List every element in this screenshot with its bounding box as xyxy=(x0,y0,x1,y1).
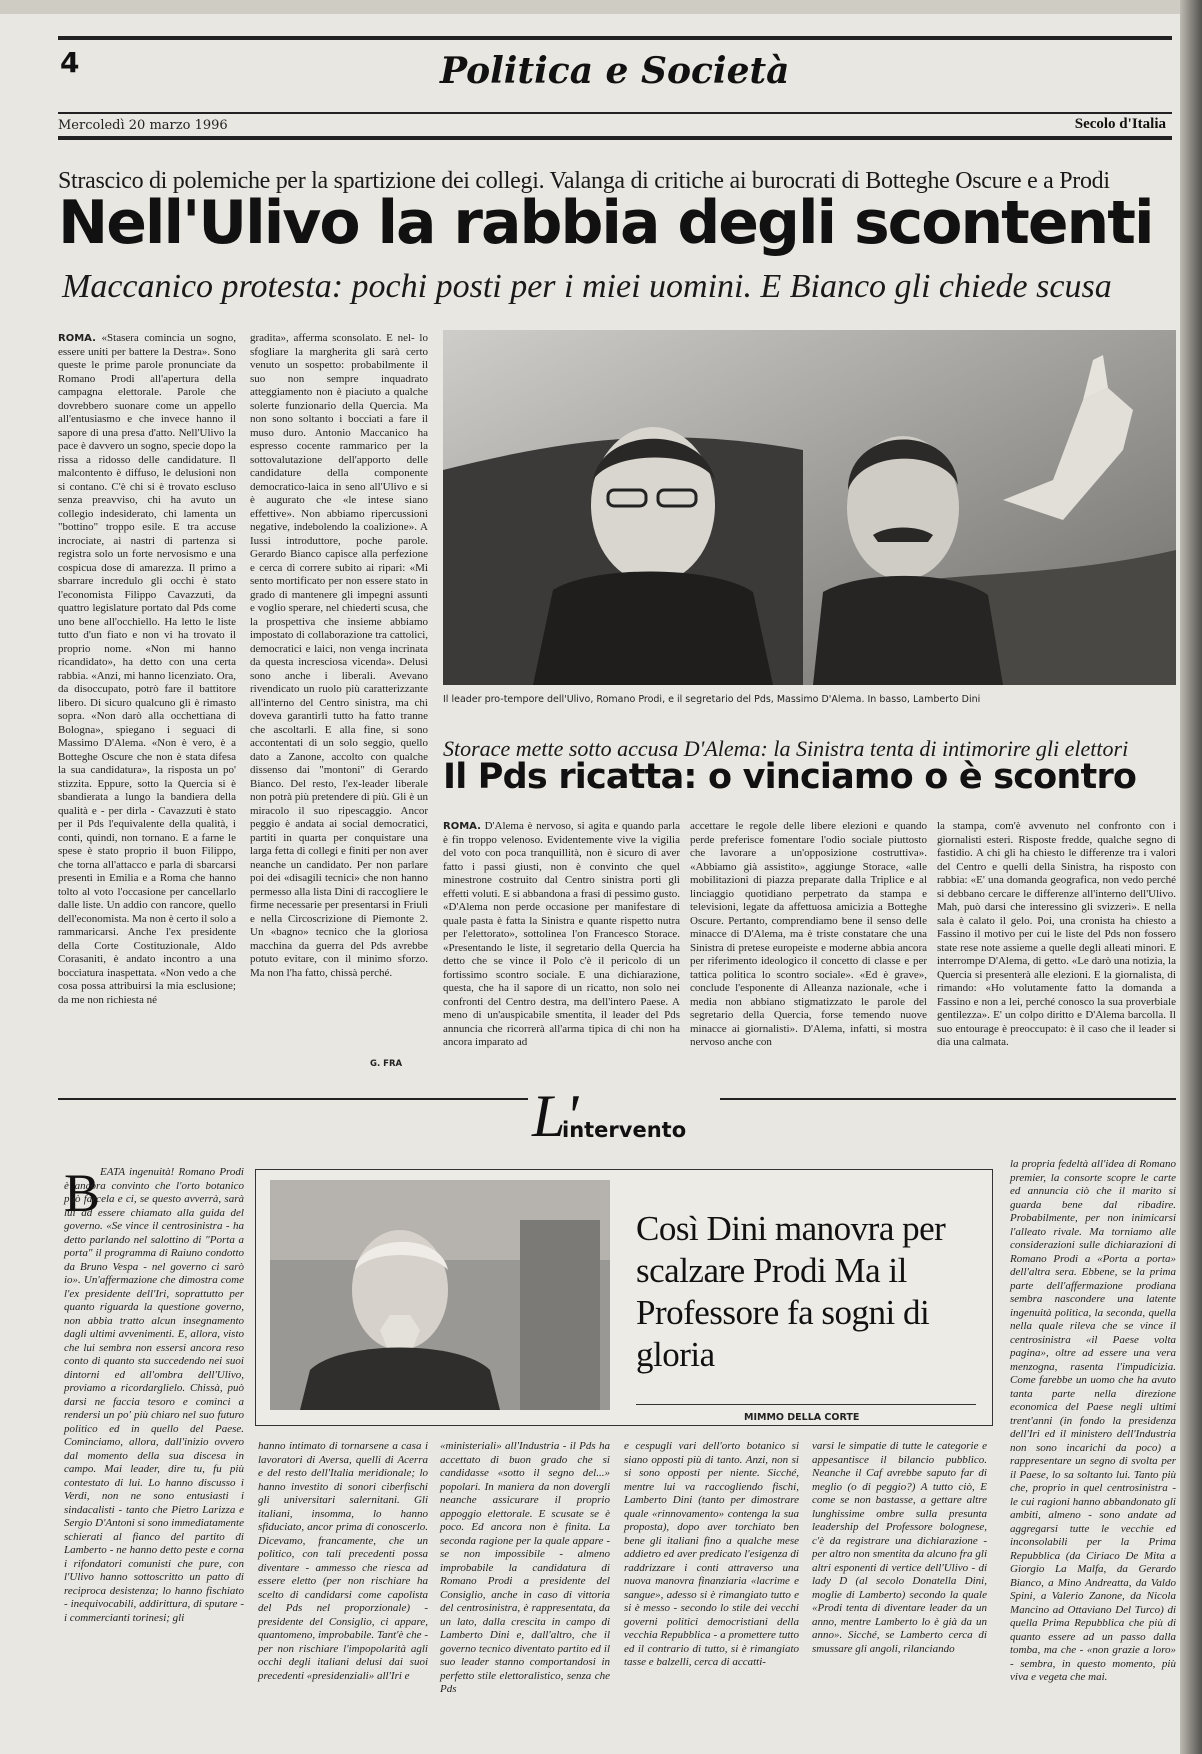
photo-caption: Il leader pro-tempore dell'Ulivo, Romano Prodi, e il segretario del Pds, Massimo D'Alema. In basso, Lamberto Dini xyxy=(443,694,981,705)
drop-cap: B xyxy=(64,1163,101,1223)
page-number: 4 xyxy=(60,46,80,79)
issue-date: Mercoledì 20 marzo 1996 xyxy=(58,118,228,133)
main-column-2: gradita», afferma sconsolato. E nel- lo sfogliare la margherita gli sarà certo venuto un sospetto: probabilmente il suo non sempre inquadrato atteggiamento non è piaciuto a qualche solerte funzionario della Quercia. Ma non sono soltanto i bocciati a fare il muso duro. Antonio Maccanico ha espresso cocente rammarico per la sottovalutazione dell'apporto delle candidature della componente democratico-laica in seno all'Ulivo e si è augurato che «le intese siano effettive». Non abbiamo ripercussioni negative, indebolendo la coalizione». A Iussi introduttore, poche parole. Gerardo Bianco capisce alla perfezione e cerca di correre subito ai ripari: «Mi sento mortificato per non essere stato in grado di mantenere gli impegni assunti e voglio sperare, nel chiederti scusa, che la prospettiva che insieme abbiamo impostato di collaborazione tra cattolici, democratici e laici, non venga incrinata da questa incresciosa vicenda». Delusi sono anche i liberali. Avevano rivendicato un ruolo più caratterizzante all'interno del Centro sinistra, ma chi doveva garantirli tutto ha fatto tranne che ascoltarli. E alla fine, si sono accontentati di un solo seggio, quello dato a Zanone, accolto con qualche dissenso dai "montoni" di Gerardo Bianco. Del resto, l'ex-leader liberale non potrà più pretendere di più. Gli è un miracolo il suo ripescaggio. Ancor peggio è andata ai social democratici, partiti in quarta per conquistare una larga fetta di collegi e finiti per non aver neanche un candidato. Per non parlare poi dei «disagili tecnici» che non hanno permesso alla lista Dini di raccogliere le firme necessarie per presentarsi in Friuli e nella Circoscrizione di Piemonte 2. Un «bagno» tecnico che la gloriosa macchina da guerra del Pds avrebbe potuto evitare, con il minimo sforzo. Ma non l'ha fatto, chissà perché. xyxy=(250,332,428,979)
intervento-bottom-column-2: «ministeriali» all'Industria - il Pds ha accettato di buon grado che si candidasse «sotto il segno del...» popolari. In maniera da non dovergli neanche assicurare il proprio appoggio elettorale. E scusate se è poco. Ed ancora non è finita. La seconda ragione per la quale appare - se non impossibile - almeno improbabile la candidatura di Romano Prodi a presidente del Consiglio, anche in caso di vittoria del centrosinistra, è rappresentata, da un lato, dalla crescita in campo di Lamberto Dini e, dall'altro, che il governo tecnico diventato partito ed il suo leader stanno comportandosi in perfetto stile elettoralistico, senza che Pds xyxy=(440,1440,610,1695)
article-signature: G. FRA xyxy=(370,1059,403,1069)
dini-illustration xyxy=(270,1180,610,1410)
author-rule xyxy=(636,1404,976,1405)
top-rule xyxy=(58,36,1172,40)
header-rule xyxy=(58,112,1172,114)
intervento-bottom-column-1: hanno intimato di tornarsene a casa i lavoratori di Aversa, quelli di Acerra e del resto dell'Italia meridionale; lo hanno investito di sonori ciberfischi gli universitari salernitani. Gli italiani, insomma, lo hanno sfiduciato, ancor prima di conoscerlo. Dicevamo, francamente, che un politico, con tali precedenti possa diventare - ammesso che riesca ad essere eletto (per non rischiare ha scelto di candidarsi come capolista del Pds nel proporzionale) - presidente del Consiglio, ci appare, quantomeno, improbabile. Tant'è che - per non rischiare l'impopolarità agli occhi degli italiani delusi dai suoi precedenti «presidenziali» all'Iri e xyxy=(258,1440,428,1682)
second-column-2: accettare le regole delle libere elezioni e quando perde preferisce fomentare l'odio sociale piuttosto che lavorare a un'opposizione costruttiva». «Abbiamo già assistito», aggiunge Storace, «alle mobilitazioni di piazza preparate dalla Triplice e al linciaggio quotidiano perpetrato da stampa e televisioni, legate da affettuosa amicizia a Botteghe Oscure. Pertanto, comprendiamo bene il senso delle minacce di D'Alema, ma è triste constatare che una Sinistra di pretese europeiste e moderne abbia ancora per riferimento ideologico il concetto di classe e per tattica politica lo scontro sociale». «Ed è grave», conclude l'esponente di Alleanza nazionale, «che i media non abbiano stigmatizzato le parole del segretario della Quercia, forse temendo nuove minacce ai giornalisti». D'Alema, infatti, si mostra nervoso anche con xyxy=(690,820,927,1048)
intervento-label: intervento xyxy=(562,1118,687,1142)
second-headline: Il Pds ricatta: o vinciamo o è scontro xyxy=(443,757,1137,797)
main-column-1 xyxy=(58,332,236,1067)
intervento-rule-right xyxy=(720,1098,1176,1100)
second-column-1-text: D'Alema è nervoso, si agita e quando parla è fin troppo velenoso. Evidentemente vive la vigilia del voto con poca tranquillità, non è sicuro di aver fatto i passi giusti, non è convinto che quel minestrone costruito dal Centro sinistra porti gli effetti voluti. E si abbandona a frasi di pessimo gusto. «D'Alema non perde occasione per manifestare di quale pasta è fatta la Sinistra e quante rispetto nutra per l'elettorato», sottolinea l'on Francesco Storace. «Presentando le liste, il segretario della Quercia ha detto che se vince il Polo c'è il pericolo di un fortissimo scontro sociale. E una dichiarazione, questa, che ha il sapore di un ricatto, non solo nei confronti del Centro destra, ma dell'intero Paese. A meno di un'auspicabile smentita, il leader del Pds annuncia che ricorrerà all'arma tipica di chi non ha ancora imparato ad xyxy=(443,820,681,1048)
author-name: MIMMO DELLA CORTE xyxy=(744,1412,860,1423)
intervento-rule-left xyxy=(58,1098,528,1100)
header-bottom-rule xyxy=(58,136,1172,140)
section-title: Politica e Società xyxy=(440,50,790,92)
intervento-bottom-column-4: varsi le simpatie di tutte le categorie e appesantisce il bilancio pubblico. Neanche il Caf avrebbe saputo far di meglio (o di peggio?) A tutto ciò, E come se non bastasse, a gettare altre lunghissime ombre sulla presunta leadership del Professore bolognese, c'è da registrare una dichiarazione - per altro non smentita da alcuno fra gli altri esponenti di vertice dell'Ulivo - di lady D (al secolo Donatella Dini, moglie di Lamberto) secondo la quale «Prodi tenta di diventare leader da un anno, mentre Lamberto lo è già da un anno». Sicché, se Lamberto cerca di smussare gli angoli, rilanciando xyxy=(812,1440,987,1655)
top-band xyxy=(0,0,1202,14)
intervento-initial: L' xyxy=(532,1083,579,1149)
second-dateline: ROMA. xyxy=(443,821,481,832)
second-column-1 xyxy=(443,820,680,1065)
intervento-right-column: la propria fedeltà all'idea di Romano premier, la consorte scopre le carte ed annuncia ciò che il marito si guarda bene dal ribadire. Probabilmente, per non inimicarsi l'alleato rivale. Ma torniamo alle considerazioni sulle dichiarazioni di Romano Prodi a «Porta a porta» dell'altra sera. Ebbene, se la prima parte dell'affermazione prodiana sembra nascondere una latente ingenuità politica, la seconda, quella nella quale rileva che se vince il centrosinistra «il Paese volta pagina», oltre ad essere una vera menzogna, rasenta l'impudicizia. Come farebbe un uomo che ha avuto tanta parte nella direzione economica del Paese negli ultimi trent'anni (in fondo la presidenza dell'Iri ed il ministero dell'Industria non sono incarichi da poco) a rappresentare un segno di svolta per il Paese, lo sa soltanto lui. Tanto più che, proprio in quel centrosinistra - le cui ragioni hanno abbandonato gli ambiti, almeno - sono andate ad aggregarsi tutte le vecchie ed inconsolabili per la Prima Repubblica (da Ciriaco De Mita a Giorgio La Malfa, da Gerardo Bianco, a Mino Andreatta, da Valdo Spini, a Valerio Zanone, da Nicola Mancino ad Ottaviano Del Turco) di quella Prima Repubblica che più di quanto essere ad un passo dalla tomba, ma che - «non grazie a loro» - sembra, in questo momento, più viva e vegeta che mai. xyxy=(1010,1158,1176,1683)
main-kicker: Strascico di polemiche per la spartizione dei collegi. Valanga di critiche ai burocrati di Botteghe Oscure e a Prodi xyxy=(58,168,1110,194)
main-subhead: Maccanico protesta: pochi posti per i miei uomini. E Bianco gli chiede scusa xyxy=(62,268,1112,305)
intervento-bottom-column-3: e cespugli vari dell'orto botanico si siano opposti più di tanto. Anzi, non si si sono opposti per niente. Sicché, mentre lui va raccogliendo fischi, Lamberto Dini (tanto per dimostrare quale «rinnovamento» contenga la sua proposta), dopo aver torchiato ben bene gli italiani fino a qualche mese addietro ed aver predicato l'esigenza di raddrizzare i conti attraverso una nuova manovra finanziaria «lacrime e sangue», adesso si è rimangiato tutto e si è messo - secondo lo stile dei vecchi governi politici democristiani della vecchia Repubblica - a promettere tutto ed il contrario di tutto, si è rimangiato tasse e balzelli, cerca di accatti- xyxy=(624,1440,799,1668)
page-edge xyxy=(1180,0,1202,1754)
dateline: ROMA. xyxy=(58,333,96,344)
intervento-title: Così Dini manovra per scalzare Prodi Ma il Professore fa sogni di gloria xyxy=(636,1209,946,1374)
dini-photo xyxy=(270,1180,610,1410)
main-column-1-text: «Stasera comincia un sogno, essere uniti per battere la Destra». Sono queste le prime parole pronunciate da Romano Prodi all'apertura della campagna elettorale. Parole che dovrebbero suonare come un appello all'entusiasmo e che invece hanno il sapore di una presa d'atto. Nell'Ulivo la pace è davvero un sogno, specie dopo la rissa a ridosso delle candidature. Il malcontento è diffuso, le delusioni non si contano. C'è chi si è trovato escluso senza preavviso, chi ha avuto un collegio indesiderato, chi lamenta un "bottino" troppo esile. E tra accuse incrociate, ai nastri di partenza si registra solo un forte nervosismo e una cospicua dose di amarezza. Il primo a sbarrare incredulo gli occhi è stato l'economista Filippo Cavazzuti, da quattro legislature portato dal Pds come uno bene all'occhiello. Ha letto le liste tutto d'un fiato e non vi ha trovato il proprio nome. «Non mi hanno ricandidato», ha detto con una certa rabbia. «Anzi, mi hanno licenziato. Ora, da disoccupato, potrò fare il battitore libero. Di sicuro qualcuno gli è rimasto sopra. «Non darò alla occhettiana di Bologna», spiegano i seguaci di Massimo D'Alema. «Non è vero, è a Botteghe Oscure che non è stata difesa la sua candidatura», la risposta un po' stizzita. Eppure, sotto la Quercia si è sbandierata a lungo la bandiera della qualità e - per dirla - Cavazzuti è stato per il Pds l'equivalente della qualità, i conti, quindi, non tornano. E a farne le spese è stato proprio il buon Filippo, che torna all'attacco e parla di sbarcarsi presenti in Emilia e a Roma che hanno tolto al voto l'occasione per cancellarlo dalle liste. Un addio con rancore, quello dell'economista. Ma non è certo il solo a rammaricarsi. Anche l'ex presidente della Corte Costituzionale, Aldo Corasaniti, è andato incontro a una bocciatura inaspettata. «Non vedo a che cosa possa attribuirsi la mia esclusione; da me non richiesta né xyxy=(58,332,236,1006)
photo-illustration xyxy=(443,330,1176,685)
second-kicker: Storace mette sotto accusa D'Alema: la Sinistra tenta di intimorire gli elettori xyxy=(443,736,1129,761)
masthead: Secolo d'Italia xyxy=(1074,116,1166,132)
intervento-left-column: EATA ingenuità! Romano Prodi è ancora convinto che l'orto botanico può farcela e ci, se questo avverrà, sarà lui ad essere chiamato alla guida del governo. «Se vince il centrosinistra - ha detto parlando nel salottino di "Porta a porta" il programma di Raiuno condotto da Bruno Vespa - nel governo ci sarò io». Un'affermazione che dimostra come l'ex presidente dell'Iri, soprattutto per quanto riguarda la questione governo, non abbia tratto alcun insegnamento dagli ultimi avvenimenti. E, allora, visto che lui sembra non essersi ancora reso conto di quanto sta succedendo nei suoi dintorni ed all'ombra dell'Ulivo, proviamo a ricordarglielo. Chissà, può darsi ne faccia tesoro e cominci a rendersi un po' più chiaro nel suo futuro politico ed in quello del Paese. Cominciamo, allora, dall'inizio ovvero dal momento della sua discesa in campo. Mai leader, dire tu, fu più contestato di lui. Lo hanno discusso i Verdi, non ne sono entusiasti i sindacalisti - tanto che Pietro Larizza e Sergio D'Antoni si sono immediatamente schierati al fianco del partito di Lamberto - ne hanno detto peste e corna i rifondatori comunisti che pure, con l'Ulivo hanno sottoscritto un patto di reciproca desistenza; lo hanno fischiato - inequivocabili, addirittura, di sputare - i commercianti torinesi; gli xyxy=(64,1166,244,1624)
second-column-3: la stampa, com'è avvenuto nel confronto con i giornalisti esteri. Risposte fredde, qualche segno di fastidio. A chi gli ha chiesto le differenze tra i valori del Centro e quelli della Sinistra, ha risposto con rabbia: «E' una domanda geografica, non vedo perché si debbano cercare le differenze all'interno dell'Ulivo. Mah, può darsi che interessino gli svizzeri». E nella sala è calato il gelo. Poi, una cronista ha chiesto a Fassino il motivo per cui le liste del Pds non fossero state rese note assieme a quelle degli alleati minori. E interrompe D'Alema, di getto. «Le darò una notizia, la Quercia si presenterà alle elezioni. E la giornalista, di rimando: «Ho volutamente fatto la domanda a Fassino e non a lei, perché conosco la sua proverbiale gentilezza». E' un colpo diritto e D'Alema barcolla. Il suo entourage è preoccupato: è il caso che il leader si dia una calmata. xyxy=(937,820,1176,1048)
main-headline: Nell'Ulivo la rabbia degli scontenti xyxy=(58,188,1153,258)
prodi-dalema-photo xyxy=(443,330,1176,685)
